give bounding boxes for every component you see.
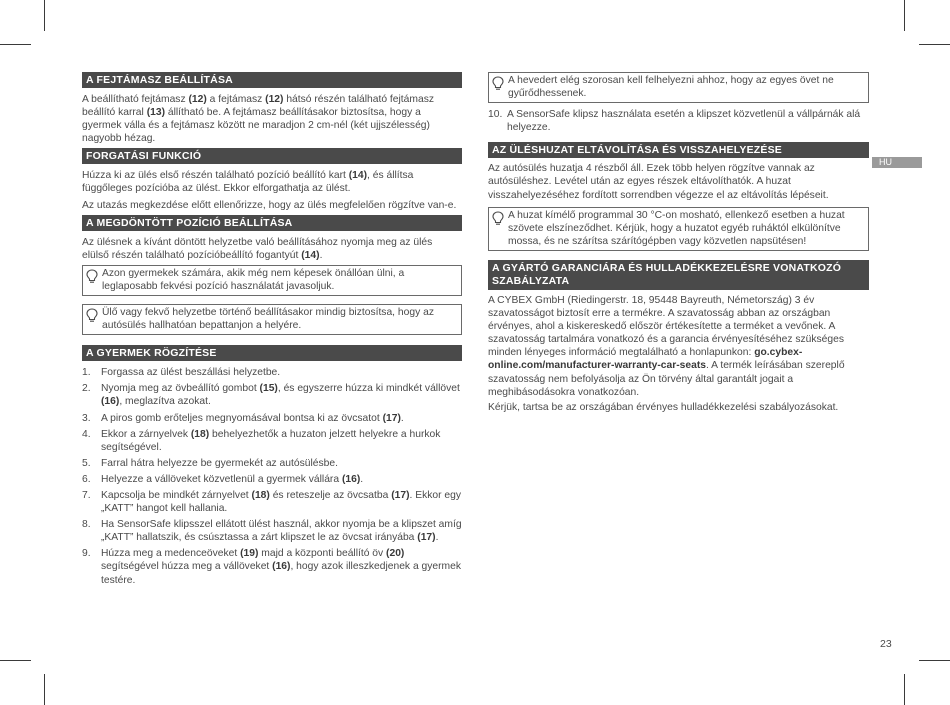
section-heading-headrest: A FEJTÁMASZ BEÁLLÍTÁSA (82, 72, 462, 88)
lightbulb-icon (86, 269, 98, 284)
rotation-check-paragraph: Az utazás megkezdése előtt ellenőrizze, hogy az ülés megfelelően rögzítve van-e. (82, 199, 457, 211)
note-text: A huzat kímélő programmal 30 °C-on mosható, ellenkező esetben a huzat szövete elszíneződhet. Kérjük, hogy a huzatot egyéb ruháktól elkülönítve mossa, és ne szárítsa szárítógépben vagy közvetlen napsütésen! (508, 209, 845, 247)
crop-mark (44, 674, 45, 705)
list-item: 5. Farral hátra helyezze be gyermekét az autósülésbe. (82, 457, 338, 469)
list-item: 1. Forgassa az ülést beszállási helyzetbe. (82, 367, 281, 379)
note-box (82, 304, 462, 335)
recline-paragraph: Az ülésnek a kívánt döntött helyzetbe való beállításához nyomja meg az ülés elülső részén található pozícióbeállító fogantyút (14). (82, 236, 433, 261)
warranty-title-line-1: A GYÁRTÓ GARANCIÁRA ÉS HULLADÉKKEZELÉSRE VONATKOZÓ (492, 261, 842, 274)
list-item: 9. Húzza meg a medenceöveket (19) majd a központi beállító öv (20) segítségével húzza meg a vállöveket (16), hogy azok illeszkedjenek a gyermek testére. (82, 548, 462, 586)
waste-paragraph: Kérjük, tartsa be az országában érvényes hulladékkezelési szabályozásokat. (488, 401, 839, 413)
list-item: 6. Helyezze a vállöveket közvetlenül a gyermek vállára (16). (82, 473, 364, 485)
crop-mark (904, 674, 905, 705)
list-item: 10. A SensorSafe klipsz használata esetén a klipszet közvetlenül a vállpárnák alá helyezze. (488, 109, 861, 134)
section-heading-securing-child: A GYERMEK RÖGZÍTÉSE (82, 345, 462, 361)
securing-steps-list-continued (488, 108, 869, 134)
section-heading-warranty (488, 260, 869, 290)
note-text: Azon gyermekek számára, akik még nem képesek önállóan ülni, a leglaposabb fekvési pozíció használatát javasoljuk. (102, 267, 405, 292)
note-box (488, 72, 869, 103)
lightbulb-icon (492, 76, 504, 91)
list-item: 2. Nyomja meg az övbeállító gombot (15), és egyszerre húzza ki mindkét vállövet (16), meglazítva azokat. (82, 383, 460, 408)
list-item: 4. Ekkor a zárnyelvek (18) behelyezhetők a huzaton jelzett helyekre a hurkok segítségével. (82, 428, 441, 453)
right-column (488, 72, 869, 414)
crop-mark (919, 660, 950, 661)
list-item: 7. Kapcsolja be mindkét zárnyelvet (18) és reteszelje az övcsatba (17). Ekkor egy „KATT” hangot kell hallania. (82, 489, 462, 515)
section-heading-recline: A MEGDÖNTÖTT POZÍCIÓ BEÁLLÍTÁSA (82, 215, 462, 231)
note-box (488, 207, 869, 251)
crop-mark (0, 660, 31, 661)
note-text: Ülő vagy fekvő helyzetbe történő beállításakor mindig biztosítsa, hogy az autósülés hallhatóan bepattanjon a helyére. (102, 307, 434, 332)
securing-steps-list (82, 366, 462, 586)
page-number: 23 (880, 638, 892, 650)
lightbulb-icon (86, 308, 98, 323)
language-tab: HU (872, 157, 922, 168)
list-item: 8. Ha SensorSafe klipsszel ellátott ülést használ, akkor nyomja be a klipszet amíg „KATT” hallatszik, és csúsztassa a zárt klipszet le az övcsat irányába (17). (82, 519, 462, 544)
note-text: A hevedert elég szorosan kell felhelyezni ahhoz, hogy az egyes övet ne gyűrődhessenek. (508, 75, 834, 100)
warranty-link[interactable]: go.cybex-online.com/manufacturer-warranty-car-seats (488, 347, 803, 372)
section-heading-rotation: FORGATÁSI FUNKCIÓ (82, 148, 462, 164)
note-box (82, 265, 462, 296)
list-item: 3. A piros gomb erőteljes megnyomásával bontsa ki az övcsatot (17). (82, 412, 404, 424)
section-heading-cover-removal: AZ ÜLÉSHUZAT ELTÁVOLÍTÁSA ÉS VISSZAHELYEZÉSE (488, 142, 869, 158)
crop-mark (919, 44, 950, 45)
cover-paragraph: Az autósülés huzatja 4 részből áll. Ezek több helyen rögzítve vannak az autósüléshez. Levétel után az egyes részek eltávolíthatók. A huzat visszahelyezéséhez fordított sorrendben végezze el az eltávolítás lépéseit. (488, 163, 829, 201)
warranty-paragraph: A CYBEX GmbH (Riedingerstr. 18, 95448 Bayreuth, Németország) 3 év szavatosságot biztosít erre a termékre. A szavatosság abban az országban érvényes, ahol a kiskereskedő először értékesítette a terméket a vevőnek. A szavatosság tartalmára vonatkozó és a garancia érvényesítéséhez szükséges minden lényeges információ megtalálható a honlapunkon: go.cybex-online.com/manufacturer-warranty-car-seats. A termék leírásában szereplő szavatosság nem befolyásolja az Ön törvény által garantált jogait a meghibásodásokra vonatkozóan. (488, 294, 845, 398)
crop-mark (0, 44, 31, 45)
crop-mark (44, 0, 45, 31)
headrest-paragraph: A beállítható fejtámasz (12) a fejtámasz (12) hátsó részén található fejtámasz beállító karral (13) állítható be. A fejtámasz beállításakor biztosítsa, hogy a gyermek válla és a fejtámasz között ne maradjon 2 cm-nél (két ujjszélesség) nagyobb hézag. (82, 94, 435, 145)
warranty-title-line-2: SZABÁLYZATA (492, 274, 570, 287)
left-column (82, 72, 462, 587)
crop-mark (904, 0, 905, 31)
rotation-paragraph: Húzza ki az ülés első részén található pozíció beállító kart (14), és állítsa függőleges pozícióba az ülést. Ekkor elforgathatja az ülést. (82, 170, 414, 195)
lightbulb-icon (492, 211, 504, 226)
